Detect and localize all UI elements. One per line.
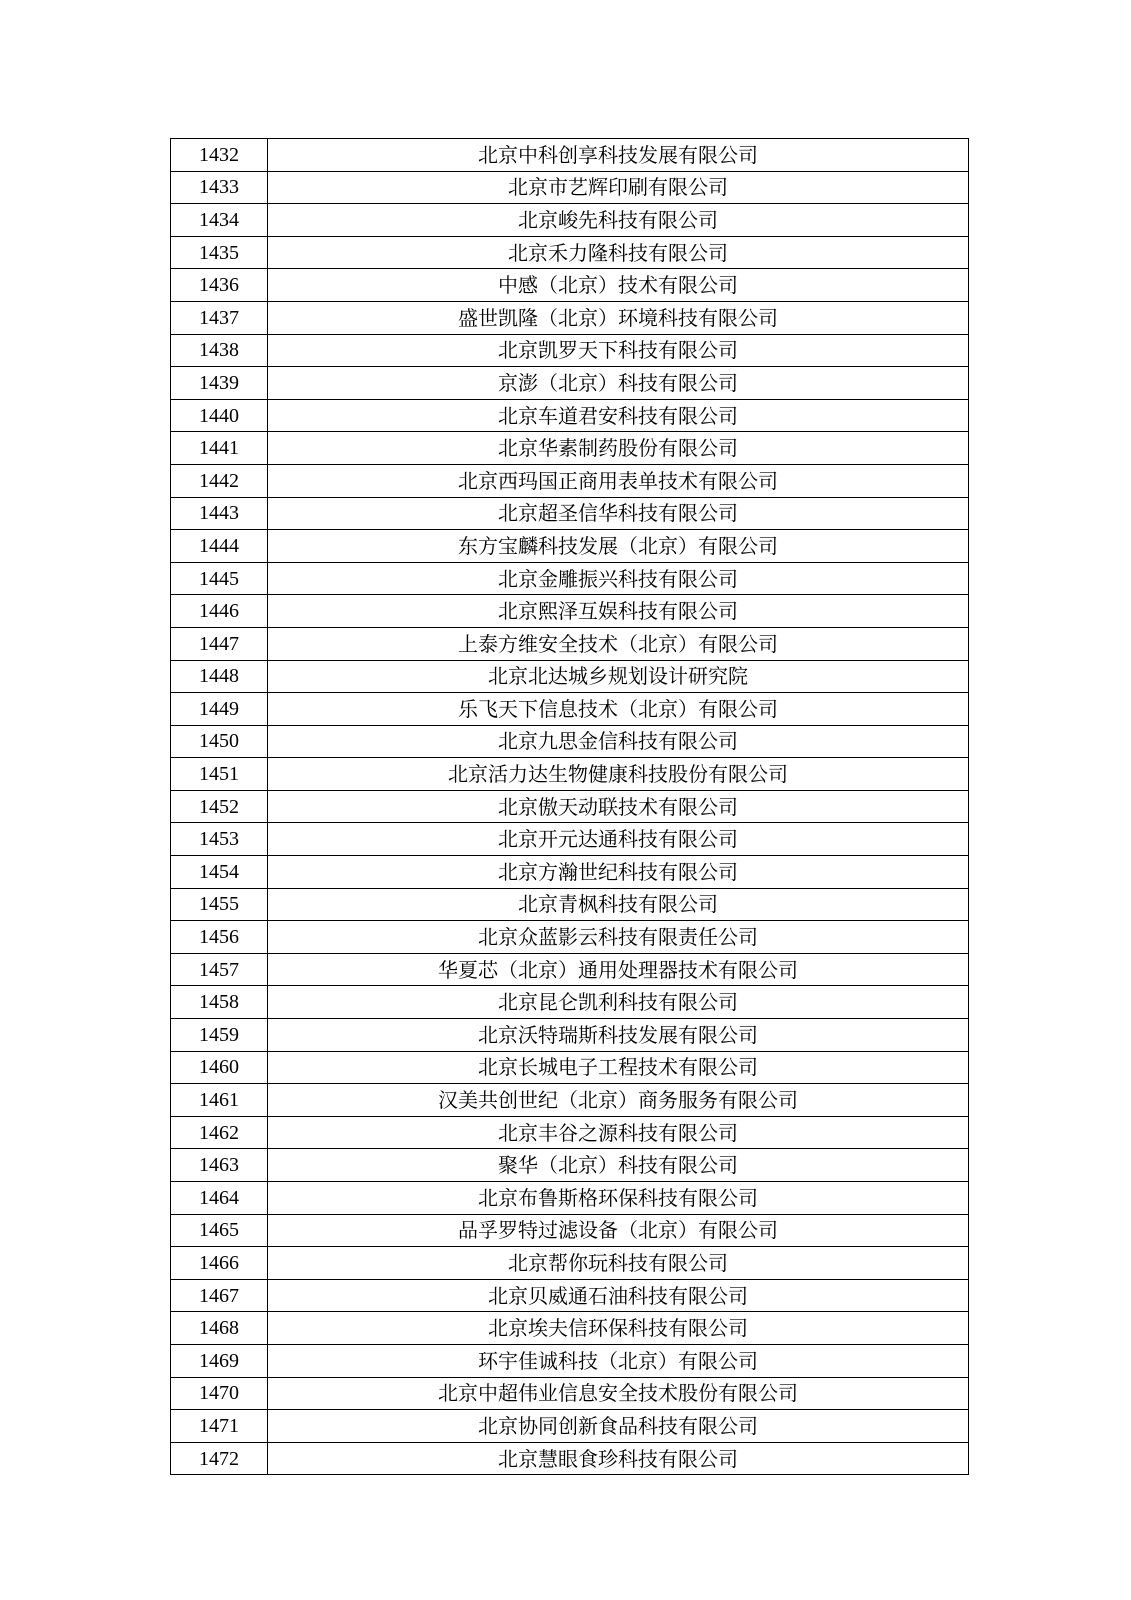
- table-row: [171, 1442, 969, 1475]
- row-number-cell: 1453: [171, 823, 268, 856]
- company-name-cell: 北京中超伟业信息安全技术股份有限公司: [268, 1377, 969, 1410]
- table-row: [171, 1312, 969, 1345]
- row-number-cell: 1463: [171, 1149, 268, 1182]
- table-row: [171, 530, 969, 563]
- company-name-cell: 北京华素制药股份有限公司: [268, 432, 969, 465]
- company-name-cell: 北京超圣信华科技有限公司: [268, 497, 969, 530]
- table-row: [171, 1247, 969, 1280]
- company-name-cell: 北京众蓝影云科技有限责任公司: [268, 921, 969, 954]
- row-number-cell: 1450: [171, 725, 268, 758]
- company-name-cell: 北京熙泽互娱科技有限公司: [268, 595, 969, 628]
- table-row: [171, 595, 969, 628]
- row-number-cell: 1469: [171, 1344, 268, 1377]
- row-number-cell: 1447: [171, 627, 268, 660]
- table-row: [171, 1182, 969, 1215]
- row-number-cell: 1446: [171, 595, 268, 628]
- table-row: [171, 1051, 969, 1084]
- table-row: [171, 1084, 969, 1117]
- row-number-cell: 1451: [171, 758, 268, 791]
- row-number-cell: 1464: [171, 1182, 268, 1215]
- table-row: [171, 693, 969, 726]
- table-row: [171, 236, 969, 269]
- table-row: [171, 301, 969, 334]
- table-row: [171, 921, 969, 954]
- row-number-cell: 1437: [171, 301, 268, 334]
- row-number-cell: 1444: [171, 530, 268, 563]
- table-row: [171, 1279, 969, 1312]
- row-number-cell: 1457: [171, 953, 268, 986]
- table-row: [171, 269, 969, 302]
- table-row: [171, 888, 969, 921]
- company-name-cell: 北京埃夫信环保科技有限公司: [268, 1312, 969, 1345]
- row-number-cell: 1470: [171, 1377, 268, 1410]
- company-name-cell: 北京金雕振兴科技有限公司: [268, 562, 969, 595]
- table-row: [171, 1019, 969, 1052]
- table-row: [171, 823, 969, 856]
- row-number-cell: 1456: [171, 921, 268, 954]
- company-name-cell: 北京布鲁斯格环保科技有限公司: [268, 1182, 969, 1215]
- table-row: [171, 1410, 969, 1443]
- row-number-cell: 1436: [171, 269, 268, 302]
- table-row: [171, 204, 969, 237]
- company-list-table: [170, 138, 969, 1475]
- row-number-cell: 1435: [171, 236, 268, 269]
- company-name-cell: 北京青枫科技有限公司: [268, 888, 969, 921]
- company-name-cell: 北京凯罗天下科技有限公司: [268, 334, 969, 367]
- row-number-cell: 1432: [171, 139, 268, 172]
- company-name-cell: 北京九思金信科技有限公司: [268, 725, 969, 758]
- company-name-cell: 汉美共创世纪（北京）商务服务有限公司: [268, 1084, 969, 1117]
- company-name-cell: 北京禾力隆科技有限公司: [268, 236, 969, 269]
- row-number-cell: 1472: [171, 1442, 268, 1475]
- company-name-cell: 北京协同创新食品科技有限公司: [268, 1410, 969, 1443]
- company-name-cell: 聚华（北京）科技有限公司: [268, 1149, 969, 1182]
- row-number-cell: 1452: [171, 790, 268, 823]
- row-number-cell: 1433: [171, 171, 268, 204]
- company-name-cell: 北京帮你玩科技有限公司: [268, 1247, 969, 1280]
- row-number-cell: 1443: [171, 497, 268, 530]
- company-name-cell: 北京昆仑凯利科技有限公司: [268, 986, 969, 1019]
- company-name-cell: 北京北达城乡规划设计研究院: [268, 660, 969, 693]
- row-number-cell: 1468: [171, 1312, 268, 1345]
- row-number-cell: 1434: [171, 204, 268, 237]
- row-number-cell: 1439: [171, 367, 268, 400]
- company-name-cell: 北京峻先科技有限公司: [268, 204, 969, 237]
- table-row: [171, 1116, 969, 1149]
- company-name-cell: 上泰方维安全技术（北京）有限公司: [268, 627, 969, 660]
- table-row: [171, 562, 969, 595]
- table-body: [171, 139, 969, 1475]
- row-number-cell: 1459: [171, 1019, 268, 1052]
- company-name-cell: 京澎（北京）科技有限公司: [268, 367, 969, 400]
- company-name-cell: 北京西玛国正商用表单技术有限公司: [268, 464, 969, 497]
- table-row: [171, 497, 969, 530]
- table-row: [171, 953, 969, 986]
- company-name-cell: 北京贝威通石油科技有限公司: [268, 1279, 969, 1312]
- table-row: [171, 986, 969, 1019]
- table-row: [171, 399, 969, 432]
- table-row: [171, 1149, 969, 1182]
- company-name-cell: 北京方瀚世纪科技有限公司: [268, 856, 969, 889]
- row-number-cell: 1471: [171, 1410, 268, 1443]
- row-number-cell: 1448: [171, 660, 268, 693]
- company-name-cell: 北京活力达生物健康科技股份有限公司: [268, 758, 969, 791]
- table-row: [171, 367, 969, 400]
- company-name-cell: 北京傲天动联技术有限公司: [268, 790, 969, 823]
- row-number-cell: 1454: [171, 856, 268, 889]
- company-name-cell: 东方宝麟科技发展（北京）有限公司: [268, 530, 969, 563]
- table-row: [171, 464, 969, 497]
- company-name-cell: 盛世凯隆（北京）环境科技有限公司: [268, 301, 969, 334]
- row-number-cell: 1445: [171, 562, 268, 595]
- company-name-cell: 北京开元达通科技有限公司: [268, 823, 969, 856]
- table-row: [171, 1214, 969, 1247]
- row-number-cell: 1449: [171, 693, 268, 726]
- table-row: [171, 660, 969, 693]
- company-name-cell: 环宇佳诚科技（北京）有限公司: [268, 1344, 969, 1377]
- table-row: [171, 758, 969, 791]
- company-list-table-wrapper: [170, 138, 966, 1475]
- company-name-cell: 北京市艺辉印刷有限公司: [268, 171, 969, 204]
- table-row: [171, 790, 969, 823]
- row-number-cell: 1440: [171, 399, 268, 432]
- company-name-cell: 中感（北京）技术有限公司: [268, 269, 969, 302]
- company-name-cell: 北京中科创享科技发展有限公司: [268, 139, 969, 172]
- row-number-cell: 1438: [171, 334, 268, 367]
- row-number-cell: 1461: [171, 1084, 268, 1117]
- row-number-cell: 1462: [171, 1116, 268, 1149]
- row-number-cell: 1455: [171, 888, 268, 921]
- company-name-cell: 北京沃特瑞斯科技发展有限公司: [268, 1019, 969, 1052]
- row-number-cell: 1466: [171, 1247, 268, 1280]
- row-number-cell: 1442: [171, 464, 268, 497]
- table-row: [171, 1377, 969, 1410]
- company-name-cell: 华夏芯（北京）通用处理器技术有限公司: [268, 953, 969, 986]
- row-number-cell: 1460: [171, 1051, 268, 1084]
- table-row: [171, 171, 969, 204]
- company-name-cell: 北京慧眼食珍科技有限公司: [268, 1442, 969, 1475]
- table-row: [171, 139, 969, 172]
- row-number-cell: 1441: [171, 432, 268, 465]
- table-row: [171, 1344, 969, 1377]
- company-name-cell: 北京丰谷之源科技有限公司: [268, 1116, 969, 1149]
- table-row: [171, 856, 969, 889]
- table-row: [171, 334, 969, 367]
- company-name-cell: 乐飞天下信息技术（北京）有限公司: [268, 693, 969, 726]
- table-row: [171, 432, 969, 465]
- row-number-cell: 1467: [171, 1279, 268, 1312]
- company-name-cell: 北京长城电子工程技术有限公司: [268, 1051, 969, 1084]
- table-row: [171, 627, 969, 660]
- row-number-cell: 1458: [171, 986, 268, 1019]
- row-number-cell: 1465: [171, 1214, 268, 1247]
- company-name-cell: 北京车道君安科技有限公司: [268, 399, 969, 432]
- table-row: [171, 725, 969, 758]
- company-name-cell: 品孚罗特过滤设备（北京）有限公司: [268, 1214, 969, 1247]
